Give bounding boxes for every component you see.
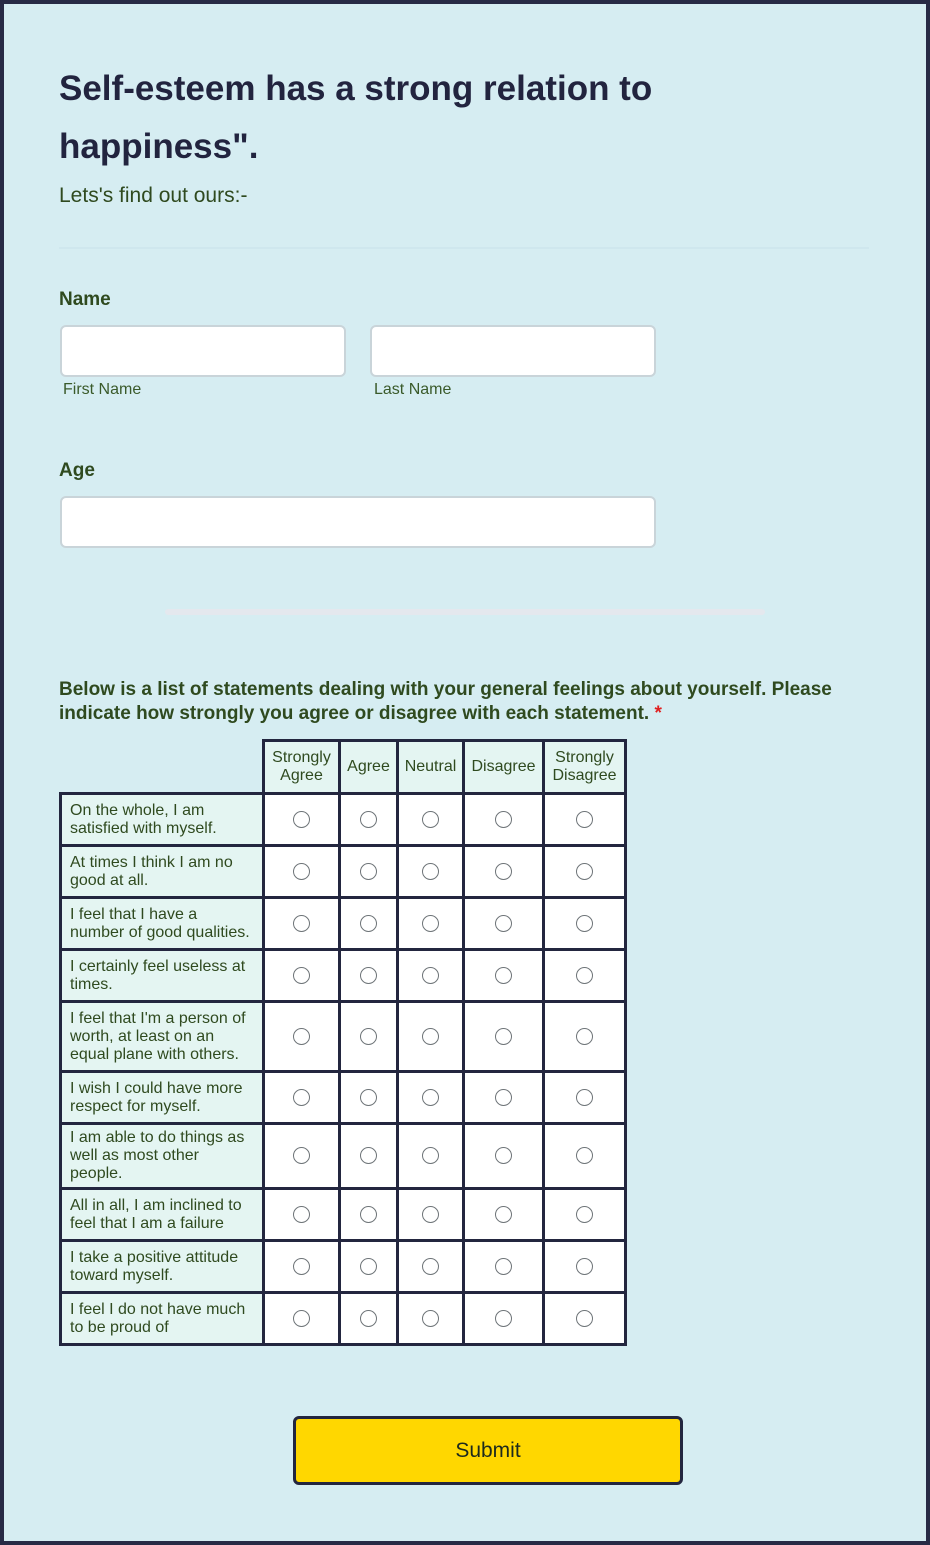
matrix-corner [61, 741, 264, 794]
rating-radio[interactable] [422, 811, 439, 828]
matrix-row [61, 1002, 626, 1072]
rating-radio[interactable] [293, 915, 310, 932]
matrix-cell [544, 898, 626, 950]
matrix-cell [340, 1072, 398, 1124]
rating-radio[interactable] [422, 1310, 439, 1327]
rating-radio[interactable] [495, 967, 512, 984]
matrix-cell [398, 794, 464, 846]
matrix-cell [464, 1002, 544, 1072]
rating-radio[interactable] [576, 1147, 593, 1164]
row-statement: I feel I do not have much to be proud of [61, 1293, 264, 1345]
rating-radio[interactable] [360, 967, 377, 984]
matrix-row [61, 950, 626, 1002]
first-name-input[interactable] [60, 325, 346, 377]
rating-radio[interactable] [293, 1258, 310, 1275]
matrix-row [61, 1072, 626, 1124]
last-name-input[interactable] [370, 325, 656, 377]
matrix-cell [464, 1293, 544, 1345]
header-divider [59, 247, 869, 249]
matrix-row [61, 898, 626, 950]
matrix-cell [398, 898, 464, 950]
row-statement: I take a positive attitude toward myself. [61, 1241, 264, 1293]
matrix-question [59, 678, 879, 726]
rating-radio[interactable] [422, 1028, 439, 1045]
row-statement: On the whole, I am satisfied with myself. [61, 794, 264, 846]
matrix-cell [398, 1124, 464, 1189]
matrix-cell [398, 1241, 464, 1293]
rating-radio[interactable] [360, 863, 377, 880]
matrix-cell [544, 794, 626, 846]
matrix-cell [464, 794, 544, 846]
rating-radio[interactable] [293, 1147, 310, 1164]
matrix-cell [264, 846, 340, 898]
matrix-row [61, 794, 626, 846]
rating-radio[interactable] [293, 1089, 310, 1106]
matrix-cell [264, 1124, 340, 1189]
matrix-cell [340, 846, 398, 898]
rating-radio[interactable] [293, 1206, 310, 1223]
matrix-cell [398, 1189, 464, 1241]
rating-radio[interactable] [495, 1310, 512, 1327]
matrix-cell [398, 846, 464, 898]
age-label: Age [59, 460, 95, 481]
rating-radio[interactable] [360, 1258, 377, 1275]
matrix-cell [464, 950, 544, 1002]
age-input[interactable] [60, 496, 656, 548]
column-header: Disagree [464, 741, 544, 794]
name-label: Name [59, 289, 111, 310]
matrix-row [61, 846, 626, 898]
matrix-cell [340, 898, 398, 950]
matrix-cell [340, 1241, 398, 1293]
matrix-cell [544, 1241, 626, 1293]
rating-matrix [59, 739, 627, 1346]
matrix-cell [264, 898, 340, 950]
matrix-cell [464, 846, 544, 898]
form-subtitle: Lets's find out ours:- [59, 184, 248, 207]
rating-radio[interactable] [422, 1089, 439, 1106]
row-statement: I feel that I have a number of good qualities. [61, 898, 264, 950]
rating-radio[interactable] [576, 1028, 593, 1045]
rating-radio[interactable] [360, 1089, 377, 1106]
column-header: Strongly Disagree [544, 741, 626, 794]
rating-radio[interactable] [576, 1089, 593, 1106]
rating-radio[interactable] [293, 1028, 310, 1045]
matrix-cell [464, 1072, 544, 1124]
matrix-cell [340, 794, 398, 846]
matrix-cell [464, 1189, 544, 1241]
matrix-cell [398, 1072, 464, 1124]
column-header: Neutral [398, 741, 464, 794]
rating-radio[interactable] [495, 1028, 512, 1045]
matrix-cell [340, 1293, 398, 1345]
matrix-cell [544, 1124, 626, 1189]
matrix-cell [544, 1002, 626, 1072]
question-text: Below is a list of statements dealing with your general feelings about yourself. Please indicate how strongly you agree or disagree with each statement. [59, 679, 832, 724]
rating-radio[interactable] [495, 1147, 512, 1164]
rating-radio[interactable] [495, 1258, 512, 1275]
row-statement: I feel that I'm a person of worth, at least on an equal plane with others. [61, 1002, 264, 1072]
matrix-cell [398, 950, 464, 1002]
rating-radio[interactable] [495, 1206, 512, 1223]
first-name-sublabel: First Name [63, 381, 142, 398]
rating-radio[interactable] [293, 1310, 310, 1327]
matrix-cell [264, 950, 340, 1002]
matrix-cell [544, 846, 626, 898]
rating-radio[interactable] [576, 1258, 593, 1275]
rating-radio[interactable] [293, 967, 310, 984]
rating-radio[interactable] [495, 863, 512, 880]
rating-radio[interactable] [293, 811, 310, 828]
rating-radio[interactable] [360, 1310, 377, 1327]
rating-radio[interactable] [293, 863, 310, 880]
rating-radio[interactable] [576, 863, 593, 880]
rating-radio[interactable] [495, 811, 512, 828]
row-statement: At times I think I am no good at all. [61, 846, 264, 898]
matrix-cell [340, 950, 398, 1002]
matrix-cell [464, 1124, 544, 1189]
rating-radio[interactable] [360, 1206, 377, 1223]
matrix-cell [544, 1189, 626, 1241]
rating-radio[interactable] [422, 1147, 439, 1164]
matrix-cell [398, 1002, 464, 1072]
matrix-header-row [61, 741, 626, 794]
matrix-cell [264, 794, 340, 846]
matrix-body [61, 794, 626, 1345]
rating-radio[interactable] [495, 915, 512, 932]
submit-button[interactable]: Submit [293, 1416, 683, 1485]
required-mark: * [654, 703, 662, 724]
section-divider [165, 609, 765, 615]
rating-radio[interactable] [422, 1206, 439, 1223]
rating-radio[interactable] [576, 915, 593, 932]
rating-radio[interactable] [360, 1147, 377, 1164]
matrix-cell [340, 1002, 398, 1072]
matrix-cell [544, 1072, 626, 1124]
rating-radio[interactable] [495, 1089, 512, 1106]
matrix-cell [340, 1124, 398, 1189]
matrix-cell [544, 1293, 626, 1345]
matrix-cell [398, 1293, 464, 1345]
rating-radio[interactable] [360, 1028, 377, 1045]
rating-radio[interactable] [360, 811, 377, 828]
matrix-row [61, 1293, 626, 1345]
rating-radio[interactable] [576, 1206, 593, 1223]
row-statement: All in all, I am inclined to feel that I am a failure [61, 1189, 264, 1241]
matrix-row [61, 1189, 626, 1241]
matrix-row [61, 1124, 626, 1189]
rating-radio[interactable] [360, 915, 377, 932]
column-header: Agree [340, 741, 398, 794]
column-header: Strongly Agree [264, 741, 340, 794]
row-statement: I certainly feel useless at times. [61, 950, 264, 1002]
matrix-cell [464, 898, 544, 950]
rating-radio[interactable] [422, 915, 439, 932]
rating-radio[interactable] [422, 863, 439, 880]
matrix-cell [264, 1002, 340, 1072]
rating-radio[interactable] [576, 967, 593, 984]
matrix-cell [340, 1189, 398, 1241]
matrix-cell [264, 1241, 340, 1293]
rating-radio[interactable] [422, 967, 439, 984]
form-title: Self-esteem has a strong relation to happiness". [59, 69, 653, 166]
matrix-row [61, 1241, 626, 1293]
matrix-cell [464, 1241, 544, 1293]
matrix-cell [264, 1293, 340, 1345]
row-statement: I am able to do things as well as most other people. [61, 1124, 264, 1189]
matrix-cell [544, 950, 626, 1002]
rating-radio[interactable] [422, 1258, 439, 1275]
rating-radio[interactable] [576, 1310, 593, 1327]
row-statement: I wish I could have more respect for myself. [61, 1072, 264, 1124]
last-name-sublabel: Last Name [374, 381, 452, 398]
matrix-cell [264, 1072, 340, 1124]
rating-radio[interactable] [576, 811, 593, 828]
matrix-cell [264, 1189, 340, 1241]
